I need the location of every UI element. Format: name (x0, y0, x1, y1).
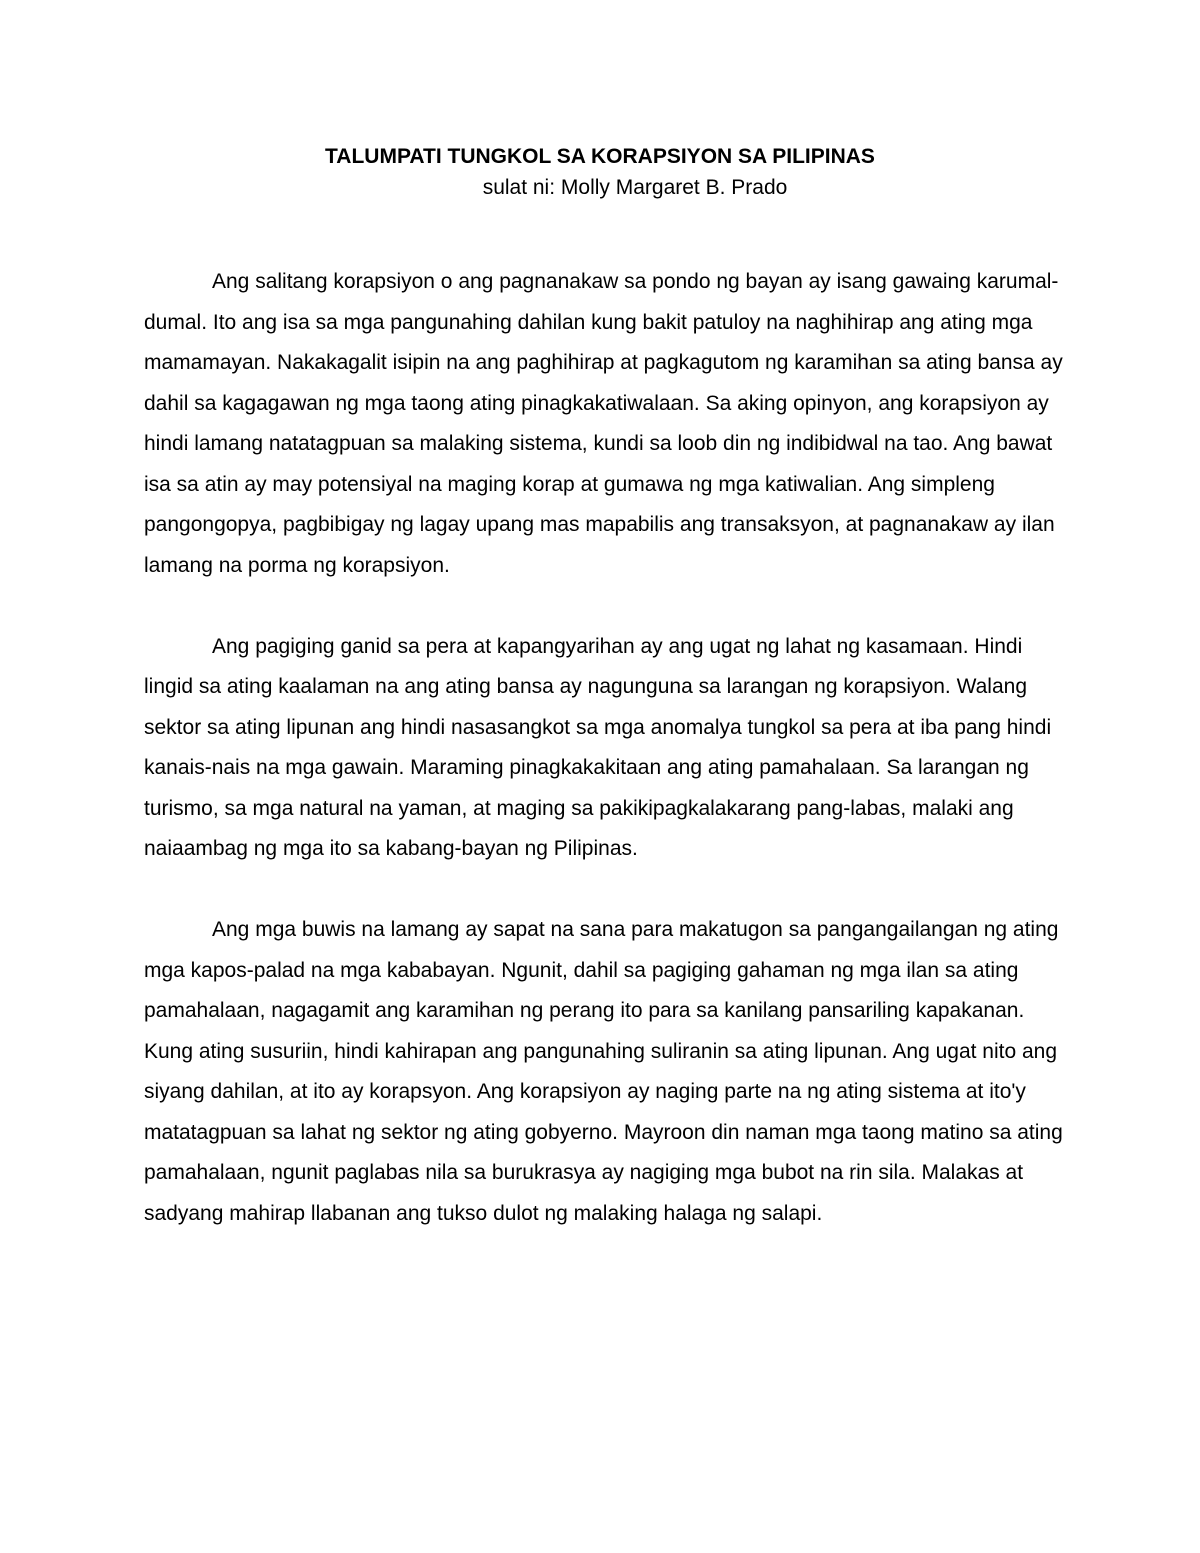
document-body (144, 262, 1064, 1275)
paragraph-2: Ang pagiging ganid sa pera at kapangyarihan ay ang ugat ng lahat ng kasamaan. Hindi lingid sa ating kaalaman na ang ating bansa ay nagunguna sa larangan ng korapsiyon. Walang sektor sa ating lipunan ang hindi nasasangkot sa mga anomalya tungkol sa pera at iba pang hindi kanais-nais na mga gawain. Maraming pinagkakakitaan ang ating pamahalaan. Sa larangan ng turismo, sa mga natural na yaman, at maging sa pakikipagkalakarang pang-labas, malaki ang naiaambag ng mga ito sa kabang-bayan ng Pilipinas. (144, 634, 1052, 860)
document-author: sulat ni: Molly Margaret B. Prado (482, 176, 788, 199)
document-title: TALUMPATI TUNGKOL SA KORAPSIYON SA PILIPINAS (325, 145, 875, 168)
paragraph-3: Ang mga buwis na lamang ay sapat na sana para makatugon sa pangangailangan ng ating mga kapos-palad na mga kababayan. Ngunit, dahil sa pagiging gahaman ng mga ilan sa ating pamahalaan, nagagamit ang karamihan ng perang ito para sa kanilang pansariling kapakanan. Kung ating susuriin, hindi kahirapan ang pangunahing suliranin sa ating lipunan. Ang ugat nito ang siyang dahilan, at ito ay korapsyon. Ang korapsiyon ay naging parte na ng ating sistema at ito'y matatagpuan sa lahat ng sektor ng ating gobyerno. Mayroon din naman mga taong matino sa ating pamahalaan, ngunit paglabas nila sa burukrasya ay nagiging mga bubot na rin sila. Malakas at sadyang mahirap llabanan ang tukso dulot ng malaking halaga ng salapi. (144, 918, 1063, 1225)
paragraph-1: Ang salitang korapsiyon o ang pagnanakaw sa pondo ng bayan ay isang gawaing karumal-dumal. Ito ang isa sa mga pangunahing dahilan kung bakit patuloy na naghihirap ang ating mga mamamayan. Nakakagalit isipin na ang paghihirap at pagkagutom ng karamihan sa ating bansa ay dahil sa kagagawan ng mga taong ating pinagkakatiwalaan. Sa aking opinyon, ang korapsiyon ay hindi lamang natatagpuan sa malaking sistema, kundi sa loob din ng indibidwal na tao. Ang bawat isa sa atin ay may potensiyal na maging korap at gumawa ng mga katiwalian. Ang simpleng pangongopya, pagbibigay ng lagay upang mas mapabilis ang transaksyon, at pagnanakaw ay ilan lamang na porma ng korapsiyon. (144, 270, 1063, 577)
